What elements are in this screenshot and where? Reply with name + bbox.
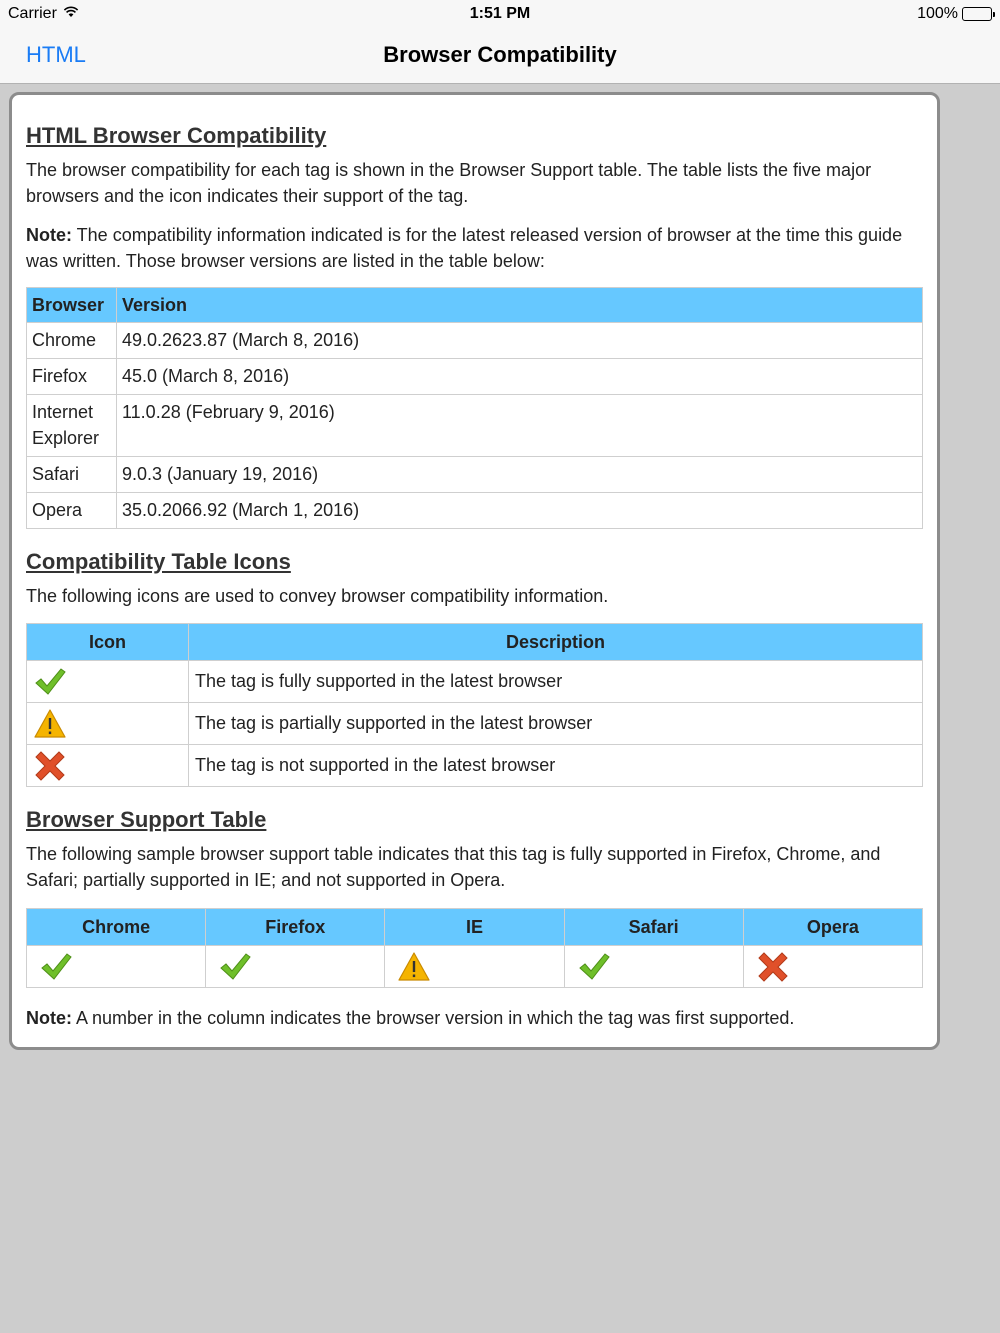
table-row	[27, 703, 923, 745]
icons-paragraph: The following icons are used to convey browser compatibility information.	[26, 586, 609, 606]
cross-icon	[33, 749, 67, 783]
note-text: The compatibility information indicated is for the latest released version of browser at the time this guide was written. Those browser versions are listed in the table below:	[26, 225, 903, 271]
icon-cell	[27, 745, 189, 787]
warning-icon	[397, 950, 431, 984]
heading-compatibility-table-icons: Compatibility Table Icons	[26, 549, 291, 574]
column-header-version: Version	[117, 288, 923, 323]
column-header-safari: Safari	[564, 909, 743, 946]
browser-cell: Internet Explorer	[27, 395, 117, 457]
intro-paragraph: The browser compatibility for each tag is shown in the Browser Support table. The table lists the five major browsers and the icon indicates their support of the tag.	[26, 160, 872, 206]
content-card	[9, 92, 940, 1050]
cross-icon	[756, 950, 790, 984]
chrome-support-cell	[27, 946, 206, 988]
battery-icon	[962, 7, 992, 21]
column-header-ie: IE	[385, 909, 564, 946]
version-cell: 45.0 (March 8, 2016)	[117, 359, 923, 395]
check-icon	[577, 950, 611, 984]
browser-support-table	[26, 908, 923, 988]
carrier-label: Carrier	[8, 5, 57, 22]
table-header-row	[27, 288, 923, 323]
note-paragraph	[26, 222, 923, 274]
column-header-icon: Icon	[27, 624, 189, 661]
safari-support-cell	[564, 946, 743, 988]
navigation-bar	[0, 28, 1000, 84]
support-paragraph: The following sample browser support table indicates that this tag is fully supported in Firefox, Chrome, and Safari; partially supported in IE; and not supported in Opera.	[26, 844, 881, 890]
check-icon	[39, 950, 73, 984]
version-cell: 9.0.3 (January 19, 2016)	[117, 457, 923, 493]
description-cell: The tag is fully supported in the latest browser	[189, 661, 923, 703]
check-icon	[33, 665, 67, 699]
table-header-row	[27, 624, 923, 661]
browser-cell: Firefox	[27, 359, 117, 395]
opera-support-cell	[743, 946, 922, 988]
battery-indicator	[917, 5, 992, 23]
status-bar	[0, 0, 1000, 28]
table-row	[27, 661, 923, 703]
column-header-chrome: Chrome	[27, 909, 206, 946]
version-cell: 49.0.2623.87 (March 8, 2016)	[117, 323, 923, 359]
version-cell: 11.0.28 (February 9, 2016)	[117, 395, 923, 457]
table-row	[27, 745, 923, 787]
browser-cell: Opera	[27, 493, 117, 529]
description-cell: The tag is not supported in the latest browser	[189, 745, 923, 787]
column-header-firefox: Firefox	[206, 909, 385, 946]
table-row	[27, 493, 923, 529]
note-label: Note:	[26, 1008, 72, 1028]
version-cell: 35.0.2066.92 (March 1, 2016)	[117, 493, 923, 529]
check-icon	[218, 950, 252, 984]
table-row	[27, 946, 923, 988]
note-text: A number in the column indicates the browser version in which the tag was first supported.	[72, 1008, 795, 1028]
battery-percent: 100%	[917, 5, 958, 22]
warning-icon	[33, 707, 67, 741]
clock: 1:51 PM	[469, 5, 531, 22]
support-section	[26, 807, 923, 1031]
firefox-support-cell	[206, 946, 385, 988]
browser-cell: Safari	[27, 457, 117, 493]
icon-cell	[27, 661, 189, 703]
table-header-row	[27, 909, 923, 946]
browser-cell: Chrome	[27, 323, 117, 359]
column-header-description: Description	[189, 624, 923, 661]
support-note-paragraph	[26, 1005, 923, 1031]
table-row	[27, 395, 923, 457]
icons-section	[26, 549, 923, 787]
column-header-browser: Browser	[27, 288, 117, 323]
page-title: Browser Compatibility	[383, 42, 617, 67]
table-row	[27, 359, 923, 395]
icon-cell	[27, 703, 189, 745]
heading-browser-support-table: Browser Support Table	[26, 807, 267, 832]
note-label: Note:	[26, 225, 72, 245]
ie-support-cell	[385, 946, 564, 988]
heading-html-browser-compatibility: HTML Browser Compatibility	[26, 123, 327, 148]
icons-legend-table	[26, 623, 923, 787]
table-row	[27, 323, 923, 359]
back-button[interactable]: HTML	[26, 42, 86, 67]
column-header-opera: Opera	[743, 909, 922, 946]
browser-version-table	[26, 287, 923, 529]
description-cell: The tag is partially supported in the latest browser	[189, 703, 923, 745]
table-row	[27, 457, 923, 493]
